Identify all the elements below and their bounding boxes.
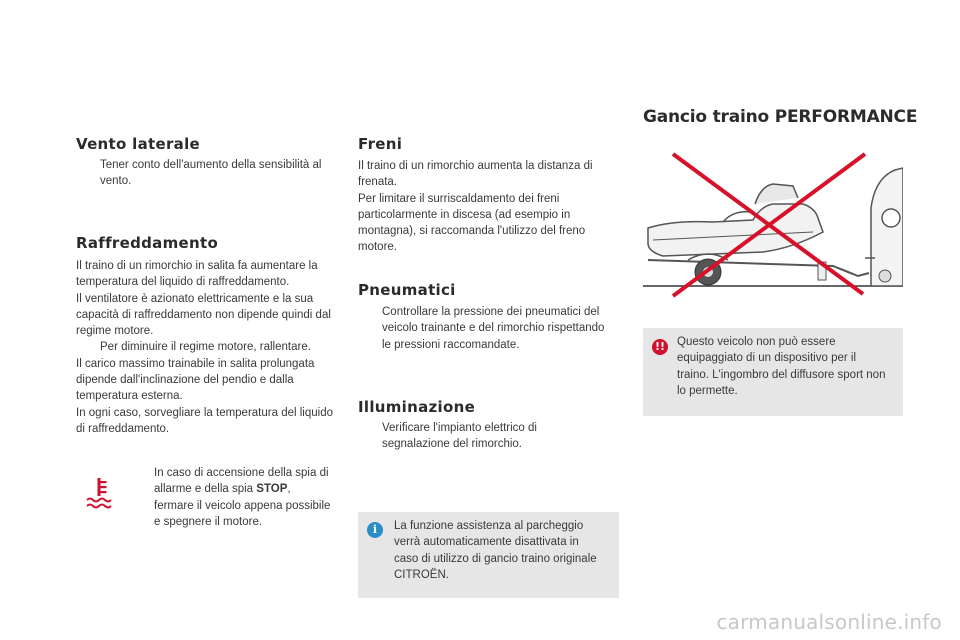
watermark: carmanualsonline.info: [716, 610, 942, 634]
section-title-pneumatici: Pneumatici: [358, 281, 456, 299]
section-title-gancio-traino: Gancio traino PERFORMANCE: [643, 107, 918, 127]
warning-text-bold: STOP: [256, 483, 288, 496]
coolant-warning-icon: [84, 476, 114, 510]
info-box-text: La funzione assistenza al parcheggio verrà automaticamente disattivata in caso di utilizzo di gancio traino originale CITROËN.: [394, 520, 597, 581]
warning-box: [643, 328, 903, 416]
warning-text-part: In caso di accensione della spia di allarme e della spia: [154, 467, 329, 496]
paragraph: Il carico massimo trainabile in salita prolungata dipende dall'inclinazione del pendio e dalla temperatura esterna.: [76, 357, 315, 403]
paragraph: In ogni caso, sorvegliare la temperatura del liquido di raffreddamento.: [76, 406, 333, 435]
section-title-raffreddamento: Raffreddamento: [76, 234, 219, 252]
exclamation-warning-icon: !!: [652, 339, 668, 355]
section-title-vento-laterale: Vento laterale: [76, 135, 200, 153]
paragraph: Il ventilatore è azionato elettricamente e la sua capacità di raffreddamento non dipende quindi dal regime motore.: [76, 292, 331, 338]
section-title-freni: Freni: [358, 135, 403, 153]
info-icon: i: [367, 522, 383, 538]
raffreddamento-body: [76, 258, 338, 437]
warning-note-text: [132, 465, 332, 530]
bullet-text: Verificare l'impianto elettrico di segnalazione del rimorchio.: [382, 422, 537, 451]
paragraph: Il traino di un rimorchio aumenta la distanza di frenata.: [358, 160, 593, 189]
warning-box-text: Questo veicolo non può essere equipaggiato di un dispositivo per il traino. L'ingombro del diffusore sport non lo permette.: [677, 336, 886, 397]
bullet-item-raffreddamento: [76, 339, 338, 355]
bullet-item-vento: [76, 157, 336, 190]
towing-illustration: [643, 148, 903, 304]
paragraph: Il traino di un rimorchio in salita fa aumentare la temperatura del liquido di raffreddamento.: [76, 260, 318, 289]
paragraph: Per limitare il surriscaldamento dei freni particolarmente in discesa (ad esempio in montagna), si raccomanda l'utilizzo del freno motore.: [358, 192, 586, 254]
bullet-item-pneumatici: [358, 304, 608, 353]
coolant-warning-note: [132, 465, 332, 530]
bullet-item-illuminazione: [358, 420, 578, 453]
bullet-text: Per diminuire il regime motore, rallentare.: [100, 341, 311, 354]
warning-text-part: , fermare il veicolo appena possibile e spegnere il motore.: [154, 483, 331, 528]
section-title-illuminazione: Illuminazione: [358, 398, 476, 416]
bullet-text: Tener conto dell'aumento della sensibilità al vento.: [100, 159, 322, 188]
bullet-text: Controllare la pressione dei pneumatici del veicolo trainante e del rimorchio rispettando le pressioni raccomandate.: [382, 306, 605, 351]
info-box: [358, 512, 619, 598]
freni-body: [358, 158, 618, 256]
